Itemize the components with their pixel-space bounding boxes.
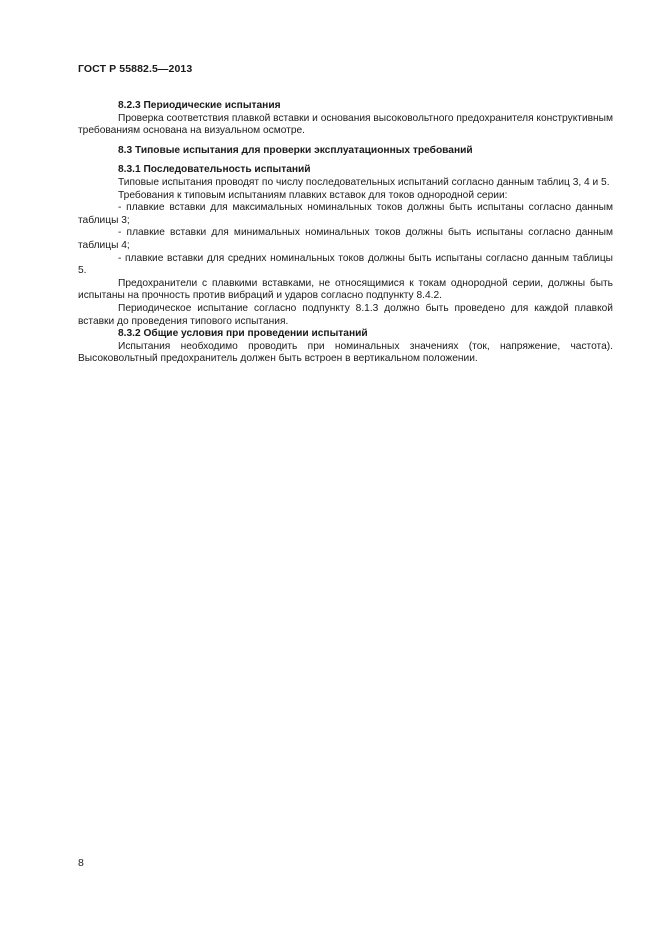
paragraph: Проверка соответствия плавкой вставки и основания высоковольтного предохранителя конструктивным требованиям основана на визуальном осмотре. — [78, 112, 613, 137]
section-title-8-2-3: 8.2.3 Периодические испытания — [118, 100, 281, 111]
list-item: - плавкие вставки для максимальных номинальных токов должны быть испытаны согласно данным таблицы 3; — [78, 202, 613, 226]
section-title-8-3-1: 8.3.1 Последовательность испытаний — [118, 164, 311, 176]
section-title-8-3-2: 8.3.2 Общие условия при проведении испытаний — [118, 328, 368, 340]
paragraph: Предохранители с плавкими вставками, не относящимися к токам однородной серии, должны быть испытаны на прочность против вибраций и ударов согласно подпункту 8.4.2. — [78, 277, 613, 302]
page-number: 8 — [78, 857, 84, 869]
document-body — [78, 100, 613, 366]
list-item: - плавкие вставки для средних номинальных токов должны быть испытаны согласно данным таблицы 5. — [78, 252, 613, 277]
paragraph: Периодическое испытание согласно подпункту 8.1.3 должно быть проведено для каждой плавкой вставки до проведения типового испытания. — [78, 302, 613, 327]
section-title-8-3: 8.3 Типовые испытания для проверки эксплуатационных требований — [118, 144, 473, 156]
paragraph: Испытания необходимо проводить при номинальных значениях (ток, напряжение, частота). Высоковольтный предохранитель должен быть встроен в вертикальном положении. — [78, 340, 613, 365]
paragraph: Требования к типовым испытаниям плавких вставок для токов однородной серии: — [118, 189, 508, 201]
paragraph: Типовые испытания проводят по числу последовательных испытаний согласно данным таблиц 3, 4 и 5. — [118, 176, 610, 188]
list-item: - плавкие вставки для минимальных номинальных токов должны быть испытаны согласно данным таблицы 4; — [78, 227, 613, 251]
document-header: ГОСТ Р 55882.5—2013 — [78, 63, 193, 75]
